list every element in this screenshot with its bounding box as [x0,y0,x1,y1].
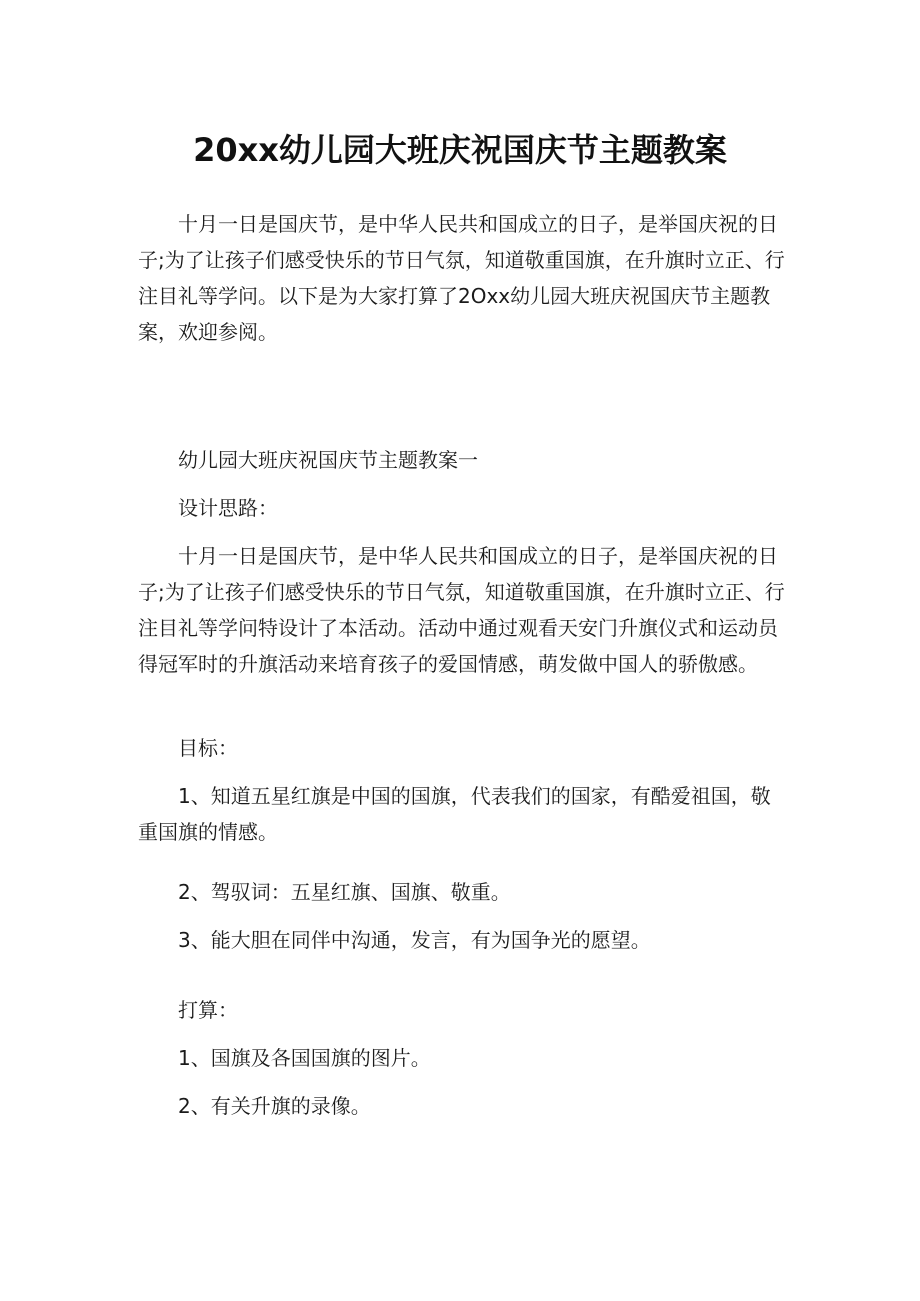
goal-item-2: 2、驾驭词：五星红旗、国旗、敬重。 [178,880,511,904]
intro-paragraph: 十月一日是国庆节，是中华人民共和国成立的日子，是举国庆祝的日子;为了让孩子们感受快乐的节日气氛，知道敬重国旗，在升旗时立正、行注目礼等学问。以下是为大家打算了2Oxx幼儿园大班庆祝国庆节主题教案，欢迎参阅。 [138,212,785,344]
goals-heading: 目标： [178,736,238,760]
document-title: 20xx幼儿园大班庆祝国庆节主题教案 [193,131,727,169]
prep-item-2: 2、有关升旗的录像。 [178,1094,371,1118]
prep-item-1: 1、国旗及各国国旗的图片。 [178,1046,431,1070]
prep-heading: 打算： [178,998,238,1022]
design-heading: 设计思路： [178,496,278,520]
goal-item-3: 3、能大胆在同伴中沟通，发言，有为国争光的愿望。 [178,928,651,952]
goal-item-1: 1、知道五星红旗是中国的国旗，代表我们的国家，有酷爱祖国，敬重国旗的情感。 [138,784,771,844]
section-title: 幼儿园大班庆祝国庆节主题教案一 [178,448,478,472]
design-paragraph: 十月一日是国庆节，是中华人民共和国成立的日子，是举国庆祝的日子;为了让孩子们感受快乐的节日气氛，知道敬重国旗，在升旗时立正、行注目礼等学问特设计了本活动。活动中通过观看天安门升旗仪式和运动员得冠军时的升旗活动来培育孩子的爱国情感，萌发做中国人的骄傲感。 [138,544,785,676]
